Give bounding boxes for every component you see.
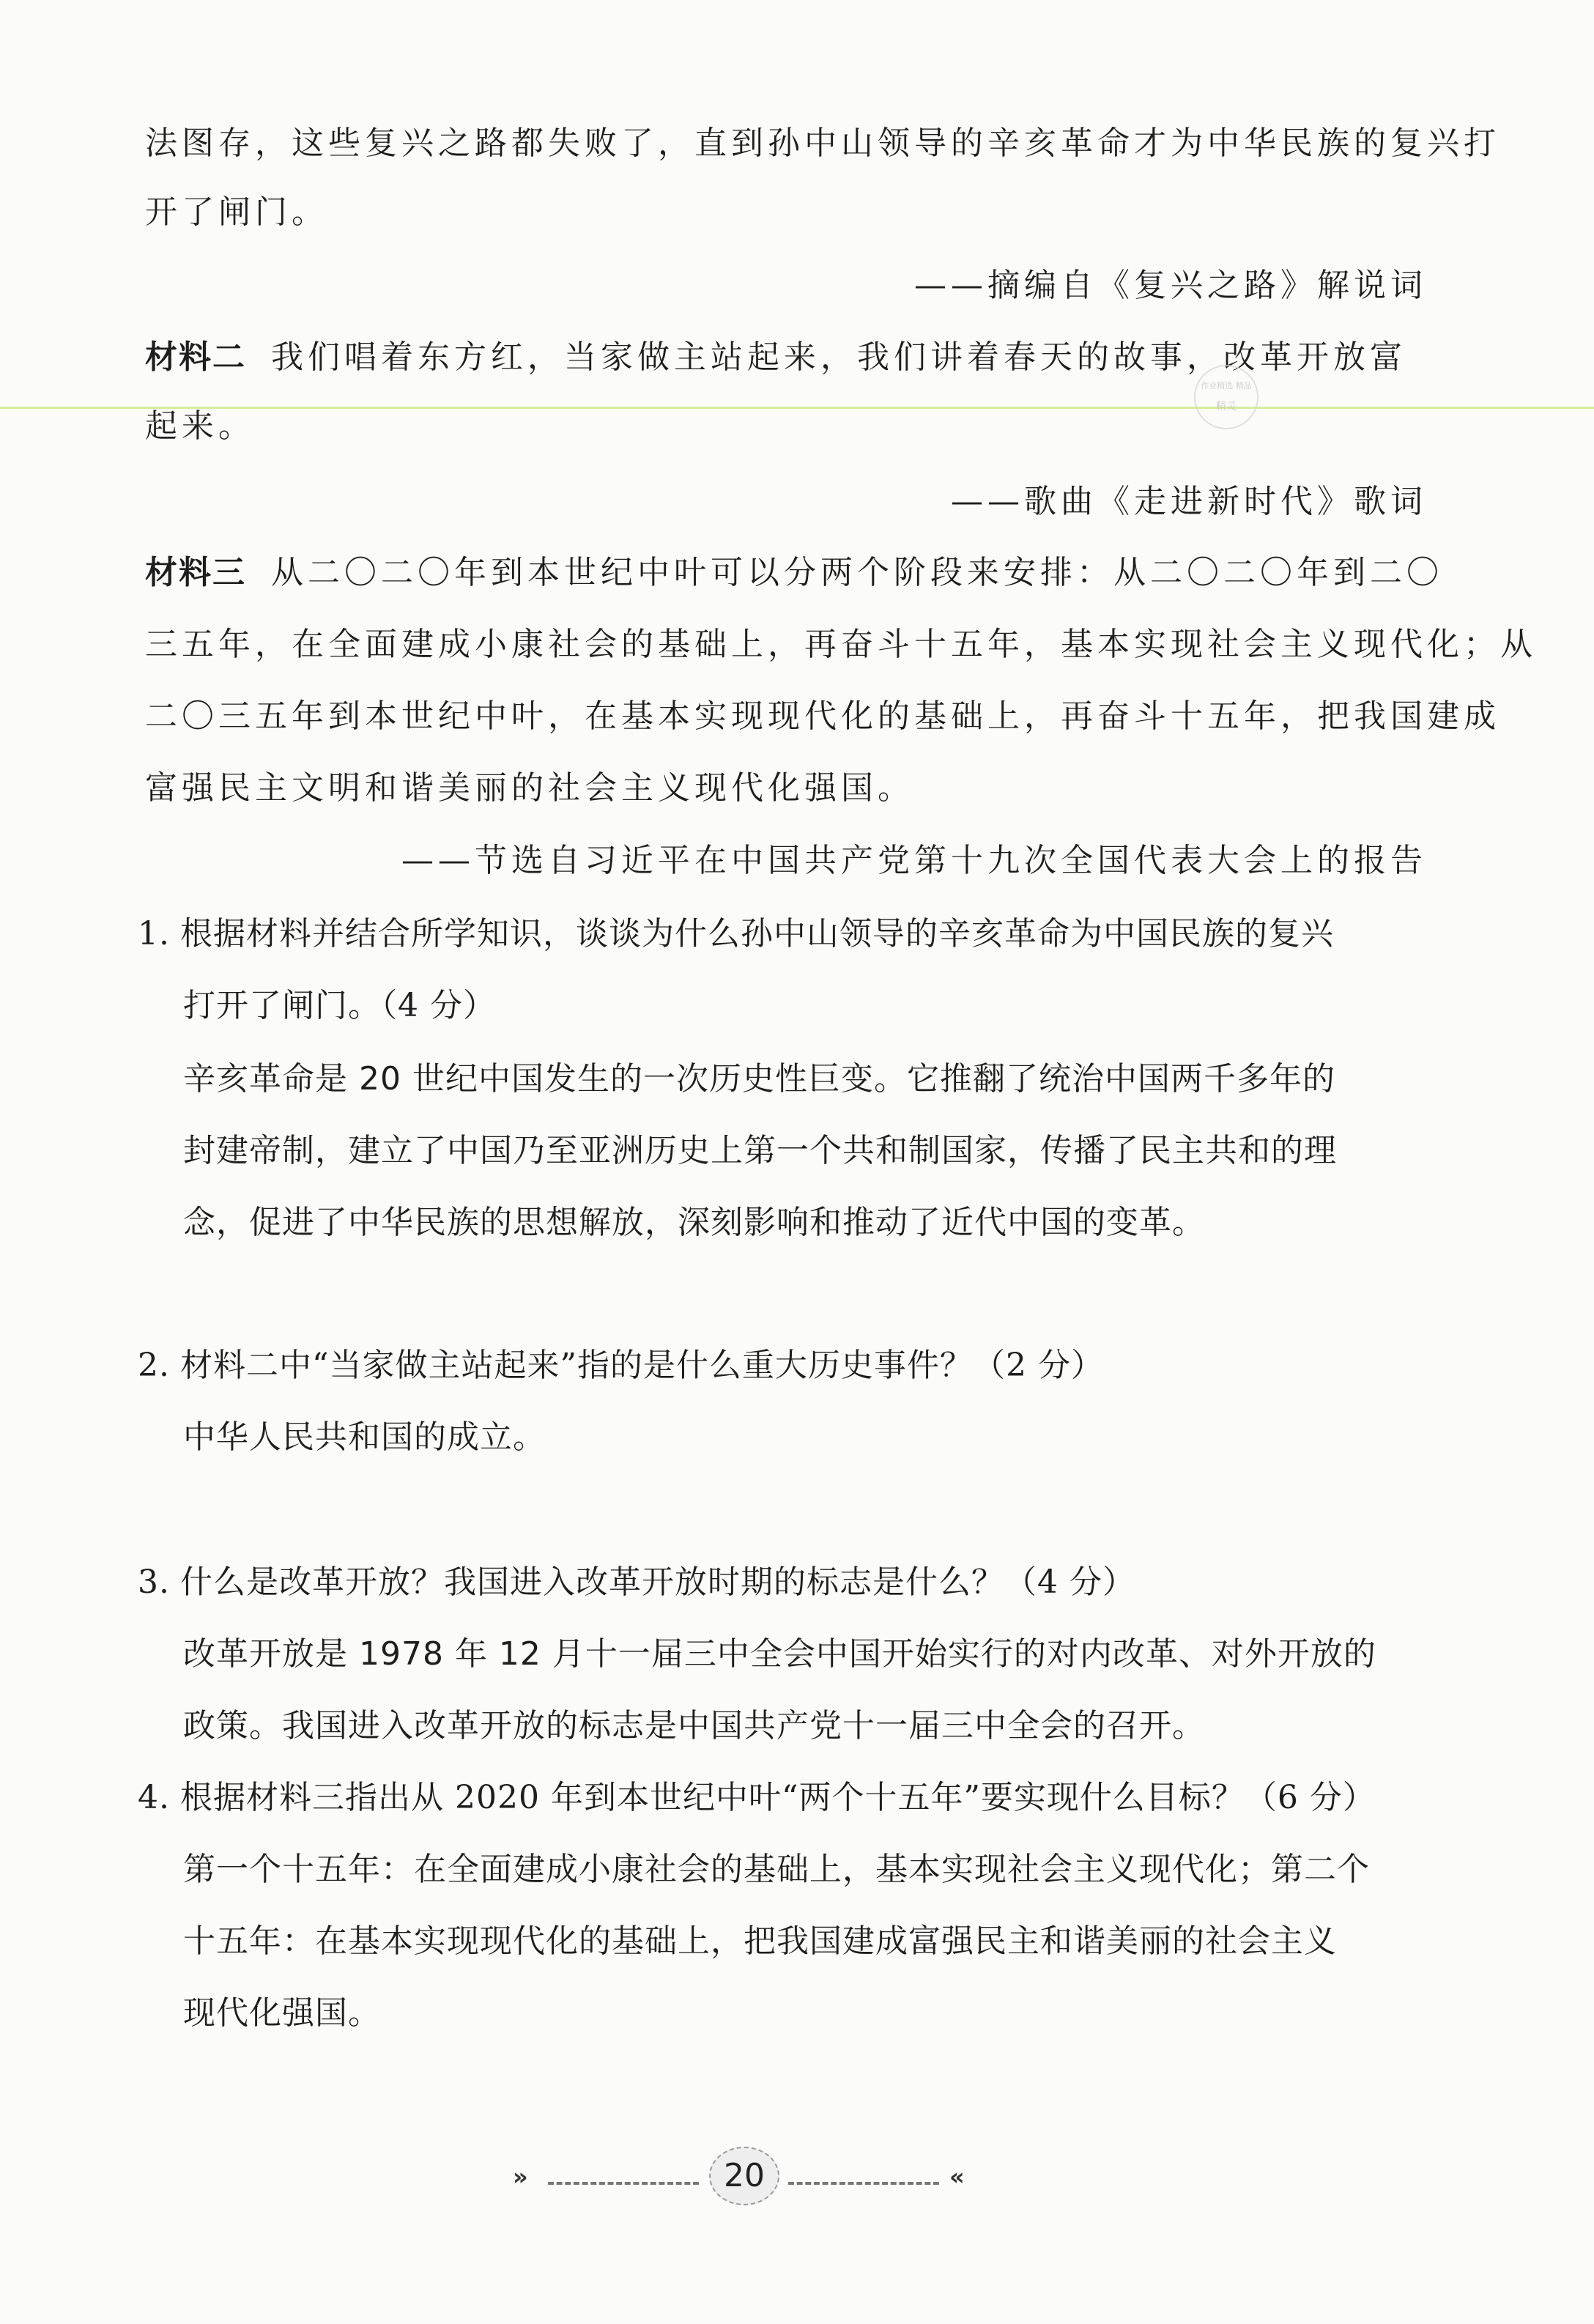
material3-source: ——节选自习近平在中国共产党第十九次全国代表大会上的报告	[401, 842, 1427, 879]
material3-line	[145, 551, 1443, 595]
question-text: 根据材料三指出从 2020 年到本世纪中叶“两个十五年”要实现什么目标？（6 分）	[180, 1779, 1376, 1816]
watermark-stamp	[1194, 365, 1258, 429]
answer-line: 辛亥革命是 20 世纪中国发生的一次历史性巨变。它推翻了统治中国两千多年的	[183, 1060, 1335, 1098]
material3-line: 二〇三五年到本世纪中叶，在基本实现现代化的基础上，再奋斗十五年，把我国建成	[145, 697, 1500, 735]
material1-source: ——摘编自《复兴之路》解说词	[914, 267, 1427, 304]
material1-line: 开了闸门。	[145, 193, 328, 231]
answer-line: 念，促进了中华民族的思想解放，深刻影响和推动了近代中国的变革。	[183, 1204, 1205, 1241]
page-footer	[513, 2141, 1245, 2214]
material2-text: 我们唱着东方红，当家做主站起来，我们讲着春天的故事，改革开放富	[271, 338, 1406, 376]
question-number: 3.	[138, 1563, 170, 1601]
page-number: 20	[709, 2147, 779, 2205]
double-chevron-left-icon: «	[949, 2163, 965, 2191]
question-3	[138, 1561, 1135, 1605]
double-chevron-right-icon: »	[513, 2163, 528, 2191]
stamp-text-bottom: 精灵	[1216, 401, 1237, 412]
answer-line: 现代化强国。	[183, 1994, 381, 2032]
footer-dashed-rule-left	[548, 2182, 699, 2185]
material3-line: 三五年，在全面建成小康社会的基础上，再奋斗十五年，基本实现社会主义现代化；从	[145, 626, 1537, 663]
question-2	[138, 1344, 1104, 1388]
question-text: 根据材料并结合所学知识，谈谈为什么孙中山领导的辛亥革命为中国民族的复兴	[180, 915, 1334, 952]
answer-line: 改革开放是 1978 年 12 月十一届三中全会中国开始实行的对内改革、对外开放的	[183, 1635, 1376, 1673]
material1-line: 法图存，这些复兴之路都失败了，直到孙中山领导的辛亥革命才为中华民族的复兴打	[145, 125, 1500, 162]
footer-dashed-rule-right	[788, 2182, 939, 2185]
question-number: 2.	[138, 1347, 170, 1384]
question-number: 4.	[138, 1779, 170, 1816]
question-text: 材料二中“当家做主站起来”指的是什么重大历史事件？（2 分）	[180, 1347, 1104, 1384]
material2-line: 起来。	[145, 407, 255, 445]
question-number: 1.	[138, 915, 170, 952]
answer-line: 封建帝制，建立了中国乃至亚洲历史上第一个共和制国家，传播了民主共和的理	[183, 1132, 1337, 1169]
material3-text: 从二〇二〇年到本世纪中叶可以分两个阶段来安排：从二〇二〇年到二〇	[271, 554, 1443, 591]
material3-label: 材料三	[145, 554, 246, 591]
question-1-continued: 打开了闸门。（4 分）	[183, 987, 496, 1024]
material2-source: ——歌曲《走进新时代》歌词	[951, 483, 1427, 520]
stamp-text-top: 作业精选 精品	[1201, 381, 1252, 391]
material2-label: 材料二	[145, 338, 246, 376]
answer-line: 十五年：在基本实现现代化的基础上，把我国建成富强民主和谐美丽的社会主义	[183, 1923, 1337, 1960]
answer-line: 中华人民共和国的成立。	[183, 1418, 546, 1456]
answer-line: 政策。我国进入改革开放的标志是中国共产党十一届三中全会的召开。	[183, 1707, 1205, 1744]
answer-line: 第一个十五年：在全面建成小康社会的基础上，基本实现社会主义现代化；第二个	[183, 1851, 1370, 1888]
question-text: 什么是改革开放？我国进入改革开放时期的标志是什么？（4 分）	[180, 1563, 1135, 1601]
question-1	[138, 912, 1334, 956]
material3-line: 富强民主文明和谐美丽的社会主义现代化强国。	[145, 769, 914, 807]
question-4	[138, 1776, 1376, 1820]
